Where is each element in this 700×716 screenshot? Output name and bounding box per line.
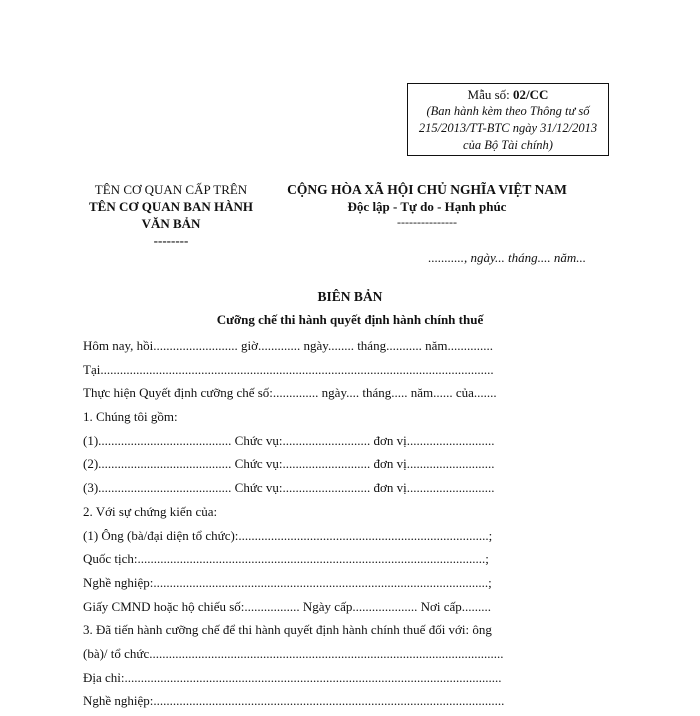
form-code-label: Mẫu số: <box>467 87 514 102</box>
section-witness-heading: 2. Với sự chứng kiến của: <box>83 503 218 519</box>
agency-header <box>78 181 264 249</box>
document-body <box>83 337 553 716</box>
form-note-line-2: 215/2013/TT-BTC ngày 31/12/2013 <box>418 121 598 135</box>
witness-nationality-line: Quốc tịch:...........................................................................................................; <box>83 551 489 567</box>
participant-line-1: (1)......................................... Chức vụ:........................... đơn vị........................... <box>83 432 495 448</box>
form-code-box <box>407 83 609 156</box>
document-title: BIÊN BẢN <box>317 289 383 304</box>
enforced-party-line: (bà)/ tổ chức............................................................................................................. <box>83 645 504 661</box>
body-line-decision: Thực hiện Quyết định cưỡng chế số:.............. ngày.... tháng..... năm...... của....... <box>83 385 497 401</box>
witness-occupation-line: Nghề nghiệp:.......................................................................................................; <box>83 574 492 590</box>
national-header <box>272 181 582 229</box>
participant-line-3: (3)......................................... Chức vụ:........................... đơn vị........................... <box>83 480 495 496</box>
place-date-line: ..........., ngày... tháng.... năm... <box>428 250 586 265</box>
issuing-agency-line-2: VĂN BẢN <box>141 216 201 231</box>
parent-agency: TÊN CƠ QUAN CẤP TRÊN <box>94 182 248 197</box>
section-enforcement-heading: 3. Đã tiến hành cưỡng chế để thi hành quyết định hành chính thuế đối với: ông <box>83 622 492 638</box>
enforced-address-line: Địa chỉ:.................................................................................................................... <box>83 669 502 685</box>
witness-id-line: Giấy CMND hoặc hộ chiếu số:................. Ngày cấp.................... Nơi cấp......... <box>83 598 492 614</box>
form-note-line-3: của Bộ Tài chính) <box>463 138 553 152</box>
enforced-occupation-line: Nghề nghiệp:............................................................................................................ <box>83 693 505 709</box>
witness-name-line: (1) Ông (bà/đại diện tổ chức):.............................................................................; <box>83 527 493 543</box>
form-code-value: 02/CC <box>513 87 549 102</box>
document-subtitle: Cưỡng chế thi hành quyết định hành chính thuế <box>216 312 484 327</box>
issuing-agency-line-1: TÊN CƠ QUAN BAN HÀNH <box>89 199 253 214</box>
body-line-location: Tại......................................................................................................................... <box>83 361 494 377</box>
agency-separator: -------- <box>153 233 189 248</box>
form-code <box>408 86 608 103</box>
country-name: CỘNG HÒA XÃ HỘI CHỦ NGHĨA VIỆT NAM <box>287 182 567 197</box>
participant-line-2: (2)......................................... Chức vụ:........................... đơn vị........................... <box>83 456 495 472</box>
form-note-line-1: (Ban hành kèm theo Thông tư số <box>426 104 590 118</box>
national-separator: --------------- <box>397 215 457 229</box>
body-line-time: Hôm nay, hồi.......................... giờ............. ngày........ tháng........... năm.............. <box>83 338 493 353</box>
section-participants-heading: 1. Chúng tôi gồm: <box>83 409 178 425</box>
national-motto: Độc lập - Tự do - Hạnh phúc <box>347 199 507 214</box>
